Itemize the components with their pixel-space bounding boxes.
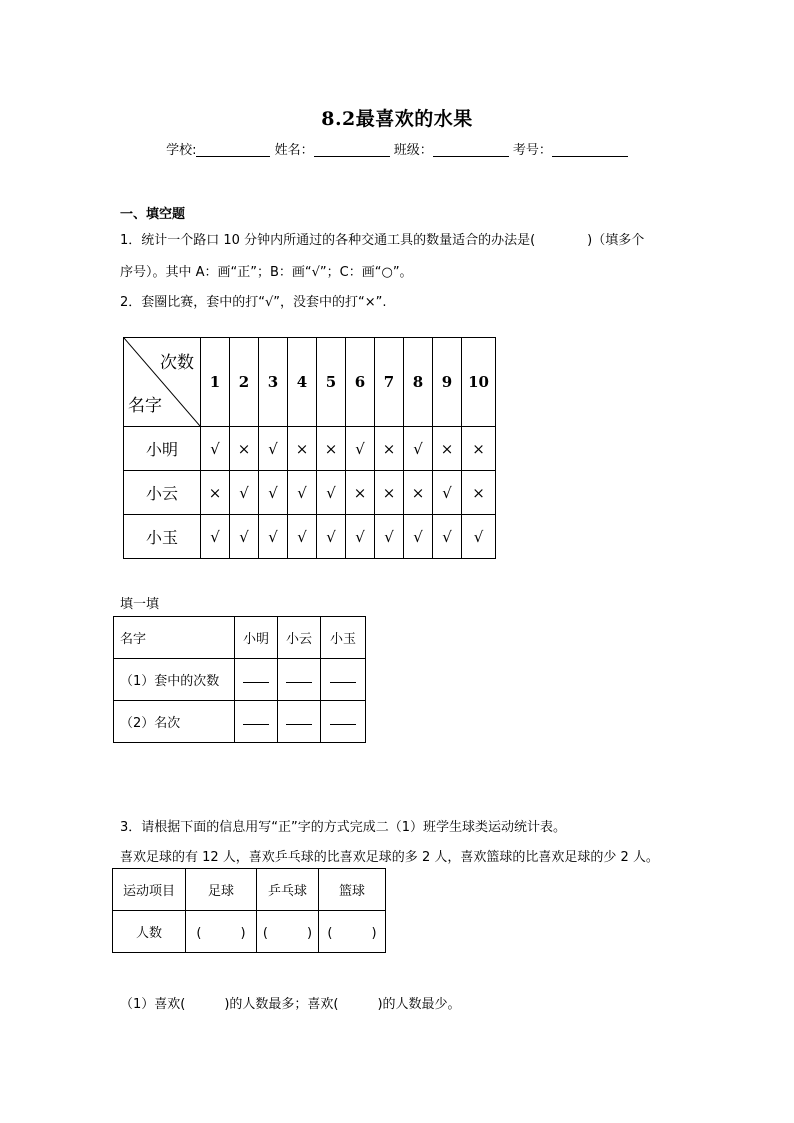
diagonal-header-cell <box>124 338 201 427</box>
row-name: 小云 <box>124 471 201 515</box>
mark-cell: × <box>404 471 433 515</box>
row-name: 小玉 <box>124 515 201 559</box>
header-bottom-label: 名字 <box>128 396 162 416</box>
sports-header-pingpong: 乒乓球 <box>257 869 319 911</box>
fill-row-label: （1）套中的次数 <box>114 659 235 701</box>
mark-cell: × <box>375 471 404 515</box>
number-label: 考号： <box>512 143 552 158</box>
mark-cell: √ <box>201 515 230 559</box>
sports-header-football: 足球 <box>186 869 257 911</box>
answer-blank[interactable] <box>278 701 321 743</box>
row-name: 小明 <box>124 427 201 471</box>
column-number: 1 <box>201 338 230 427</box>
mark-cell: √ <box>230 515 259 559</box>
mark-cell: √ <box>433 515 462 559</box>
mark-cell: × <box>317 427 346 471</box>
question-1-line-1: 1．统计一个路口 10 分钟内所通过的各种交通工具的数量适合的办法是( )（填多个 <box>120 233 645 248</box>
fill-in-table <box>113 616 366 743</box>
number-blank[interactable] <box>552 142 628 157</box>
mark-cell: √ <box>462 515 496 559</box>
school-label: 学校: <box>166 143 197 158</box>
answer-blank[interactable] <box>321 659 366 701</box>
mark-cell: √ <box>404 427 433 471</box>
mark-cell: × <box>288 427 317 471</box>
mark-cell: √ <box>404 515 433 559</box>
sports-table <box>112 868 386 953</box>
answer-paren[interactable]: ( ) <box>257 911 319 953</box>
column-number: 4 <box>288 338 317 427</box>
sports-header-row <box>113 869 386 911</box>
fill-header-xiaoming: 小明 <box>235 617 278 659</box>
mark-cell: × <box>462 471 496 515</box>
column-number: 2 <box>230 338 259 427</box>
ring-table-header-row <box>124 338 496 427</box>
column-number: 8 <box>404 338 433 427</box>
question-3-sub-1: （1）喜欢( )的人数最多；喜欢( )的人数最少。 <box>120 997 461 1012</box>
column-number: 3 <box>259 338 288 427</box>
header-top-label: 次数 <box>160 353 194 373</box>
mark-cell: × <box>462 427 496 471</box>
answer-paren[interactable]: ( ) <box>186 911 257 953</box>
blank-line <box>243 714 269 725</box>
question-3-line-1: 3．请根据下面的信息用写“正”字的方式完成二（1）班学生球类运动统计表。 <box>120 820 567 835</box>
answer-blank[interactable] <box>235 659 278 701</box>
fill-header-xiaoyun: 小云 <box>278 617 321 659</box>
ring-toss-table <box>123 337 496 559</box>
mark-cell: √ <box>375 515 404 559</box>
fill-header-name: 名字 <box>114 617 235 659</box>
blank-line <box>330 672 356 683</box>
mark-cell: × <box>375 427 404 471</box>
column-number: 7 <box>375 338 404 427</box>
sports-header-basketball: 篮球 <box>319 869 386 911</box>
mark-cell: √ <box>259 471 288 515</box>
mark-cell: × <box>201 471 230 515</box>
school-blank[interactable] <box>196 142 270 157</box>
fill-table-title: 填一填 <box>120 597 160 612</box>
mark-cell: √ <box>317 471 346 515</box>
mark-cell: × <box>230 427 259 471</box>
mark-cell: √ <box>230 471 259 515</box>
ring-table-row <box>124 427 496 471</box>
fill-table-row <box>114 659 366 701</box>
blank-line <box>243 672 269 683</box>
sports-row-label: 人数 <box>113 911 186 953</box>
mark-cell: √ <box>259 515 288 559</box>
fill-header-xiaoyu: 小玉 <box>321 617 366 659</box>
page-title: 8.2最喜欢的水果 <box>321 108 473 130</box>
sports-header-item: 运动项目 <box>113 869 186 911</box>
answer-paren[interactable]: ( ) <box>319 911 386 953</box>
blank-line <box>330 714 356 725</box>
mark-cell: √ <box>201 427 230 471</box>
section-title: 一、填空题 <box>120 207 186 222</box>
question-1-line-2: 序号）。其中 A：画“正”；B：画“√”；C：画“○”。 <box>120 265 413 280</box>
mark-cell: √ <box>259 427 288 471</box>
column-number: 6 <box>346 338 375 427</box>
mark-cell: × <box>346 471 375 515</box>
name-blank[interactable] <box>314 142 390 157</box>
column-number: 5 <box>317 338 346 427</box>
mark-cell: √ <box>288 471 317 515</box>
blank-line <box>286 672 312 683</box>
answer-blank[interactable] <box>235 701 278 743</box>
mark-cell: √ <box>346 515 375 559</box>
answer-blank[interactable] <box>321 701 366 743</box>
question-3-line-2: 喜欢足球的有 12 人，喜欢乒乓球的比喜欢足球的多 2 人，喜欢篮球的比喜欢足球的少 2 人。 <box>120 850 659 865</box>
ring-table-row <box>124 515 496 559</box>
mark-cell: √ <box>346 427 375 471</box>
column-number: 9 <box>433 338 462 427</box>
fill-row-label: （2）名次 <box>114 701 235 743</box>
mark-cell: √ <box>433 471 462 515</box>
mark-cell: × <box>433 427 462 471</box>
mark-cell: √ <box>288 515 317 559</box>
answer-blank[interactable] <box>278 659 321 701</box>
class-label: 班级： <box>393 143 433 158</box>
name-label: 姓名： <box>274 143 314 158</box>
sports-count-row <box>113 911 386 953</box>
fill-table-row <box>114 701 366 743</box>
blank-line <box>286 714 312 725</box>
question-2: 2．套圈比赛，套中的打“√”，没套中的打“×”. <box>120 295 387 310</box>
student-info-line <box>0 139 794 158</box>
ring-table-row <box>124 471 496 515</box>
mark-cell: √ <box>317 515 346 559</box>
class-blank[interactable] <box>433 142 509 157</box>
column-number: 10 <box>462 338 496 427</box>
fill-table-header-row <box>114 617 366 659</box>
